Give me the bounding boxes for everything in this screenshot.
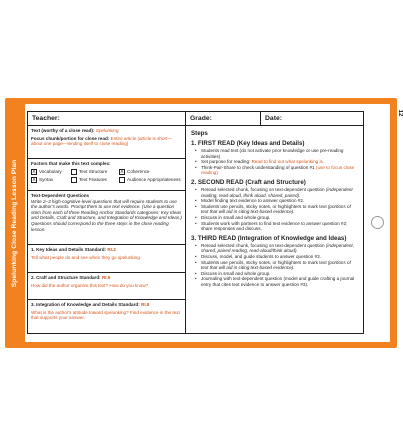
step-2-heading: 2. SECOND READ (Craft and Structure) — [191, 178, 306, 186]
focus-value: Entire article (article is short—about one page—lending itself to close reading) — [31, 135, 172, 147]
q3-standard: RI.8 — [141, 302, 150, 307]
q1-text: Tell what people do and see when they go spelunking. — [31, 254, 142, 260]
step-1-bullet: • Think-Pair-Share to check understanding of question #1 (use to focus close reading) — [191, 165, 359, 176]
checkbox[interactable] — [119, 177, 125, 183]
grade-field[interactable]: Grade: — [186, 112, 261, 125]
factors-section — [28, 159, 185, 191]
q2-text: How did the author organize this text? How do you know? — [31, 282, 149, 288]
tdq-description: Write 2–3 high-cognitive-level questions that will require students to use the author's words. Prompt them to use text evidence. (Use a question stem from each of three Reading Anchor Standards categories: Key Ideas and Details, Craft and Structure, and Integration of Knowledge and Ideas.) Questions should correspond to the three steps in the close reading lesson. — [31, 198, 182, 232]
text-section — [28, 126, 185, 159]
question-3 — [28, 300, 185, 333]
steps-column — [186, 126, 363, 333]
step-3-bullet: • Reread selected chunk, focusing on text-dependent question (independent, shared, paired reading, read-aloud/think aloud). — [191, 243, 359, 254]
text-value: Spelunking — [95, 128, 119, 133]
step-3-bullet: • Journaling with text-dependent question (model and guide crafting a journal entry that cites text evidence to answer question #3). — [191, 276, 359, 287]
text-label: Text (worthy of a close read): — [31, 128, 95, 133]
focus-label: Focus chunk/portion for close read: — [31, 135, 110, 141]
page-number: 12 — [397, 109, 403, 117]
step-1-bullet: • Students read text (do not activate prior knowledge or use pre-reading activities) — [191, 148, 359, 159]
checkbox[interactable]: X — [32, 176, 36, 183]
lesson-plan-form — [27, 111, 364, 334]
left-column — [28, 126, 186, 333]
step-2-bullet: • Reread selected chunk, focusing on text-dependent question (independent reading, read-aloud, think aloud, shared, paired). — [191, 187, 359, 198]
binder-hole — [371, 216, 384, 229]
checkbox[interactable] — [71, 169, 77, 175]
step-1-heading: 1. FIRST READ (Key Ideas and Details) — [191, 140, 305, 147]
factor-text-structure[interactable]: Text Structure — [71, 169, 119, 175]
step-2-bullet: • Discuss in small and whole group. — [191, 215, 359, 221]
header-row — [28, 112, 363, 126]
checkbox[interactable]: X — [32, 168, 36, 175]
card-body — [25, 104, 403, 342]
q2-label: 2. Craft and Structure Standard: — [31, 275, 101, 280]
question-2 — [28, 273, 185, 300]
step-3-bullet: • Discuss, model, and guide students to answer question #3. — [191, 254, 359, 260]
tdq-label: Text-Dependent Questions — [31, 193, 90, 198]
checkbox[interactable] — [71, 177, 77, 183]
factors-grid — [31, 169, 182, 183]
step-3-heading: 3. THIRD READ (Integration of Knowledge and Ideas) — [191, 234, 347, 242]
teacher-field[interactable]: Teacher: — [28, 112, 186, 125]
date-field[interactable]: Date: — [265, 115, 282, 122]
factor-vocabulary[interactable]: X Vocabulary — [32, 168, 62, 175]
step-2-bullet: • Students work with partners to find text evidence to answer question #2; share responses and discuss. — [191, 221, 359, 232]
side-label: Spelunking Close Reading Lesson Plan — [11, 159, 19, 287]
steps-title: Steps — [191, 130, 208, 137]
factor-audience[interactable]: Audience Appropriateness — [119, 177, 185, 183]
lesson-plan-card — [5, 98, 403, 348]
side-strip — [5, 98, 25, 348]
factors-label: Factors that make this text complex: — [31, 161, 111, 166]
step-1-bullet: • Set purpose for reading: Read to find out what spelunking is. — [191, 159, 359, 165]
q3-text: What is the author's attitude toward spelunking? Find evidence in the text that supports your answer. — [31, 309, 180, 321]
tdq-section — [28, 191, 185, 245]
factor-syntax[interactable]: X Syntax — [32, 176, 54, 183]
q1-standard: RI.2 — [107, 247, 116, 252]
factor-text-features[interactable]: Text Features — [71, 177, 119, 183]
step-3-bullet: • Students use pencils, sticky notes, or highlighters to mark text (portions of text that will aid in citing text-based evidence). — [191, 260, 359, 271]
q3-label: 3. Integration of Knowledge and Details Standard: — [31, 302, 140, 307]
q2-standard: RI.5 — [101, 275, 111, 280]
question-1 — [28, 245, 185, 273]
step-2-bullet: • Model finding text evidence to answer question #2. — [191, 198, 359, 204]
q1-label: 1. Key Ideas and Details Standard: — [31, 247, 107, 252]
checkbox[interactable]: X — [120, 168, 124, 175]
step-3-bullet: • Discuss in small and whole group. — [191, 271, 359, 277]
step-2-bullet: • Students use pencils, sticky notes, or highlighters to mark text (portions of text that will aid in citing text-based evidence). — [191, 204, 359, 215]
factor-coherence[interactable]: X Coherence — [120, 168, 150, 175]
